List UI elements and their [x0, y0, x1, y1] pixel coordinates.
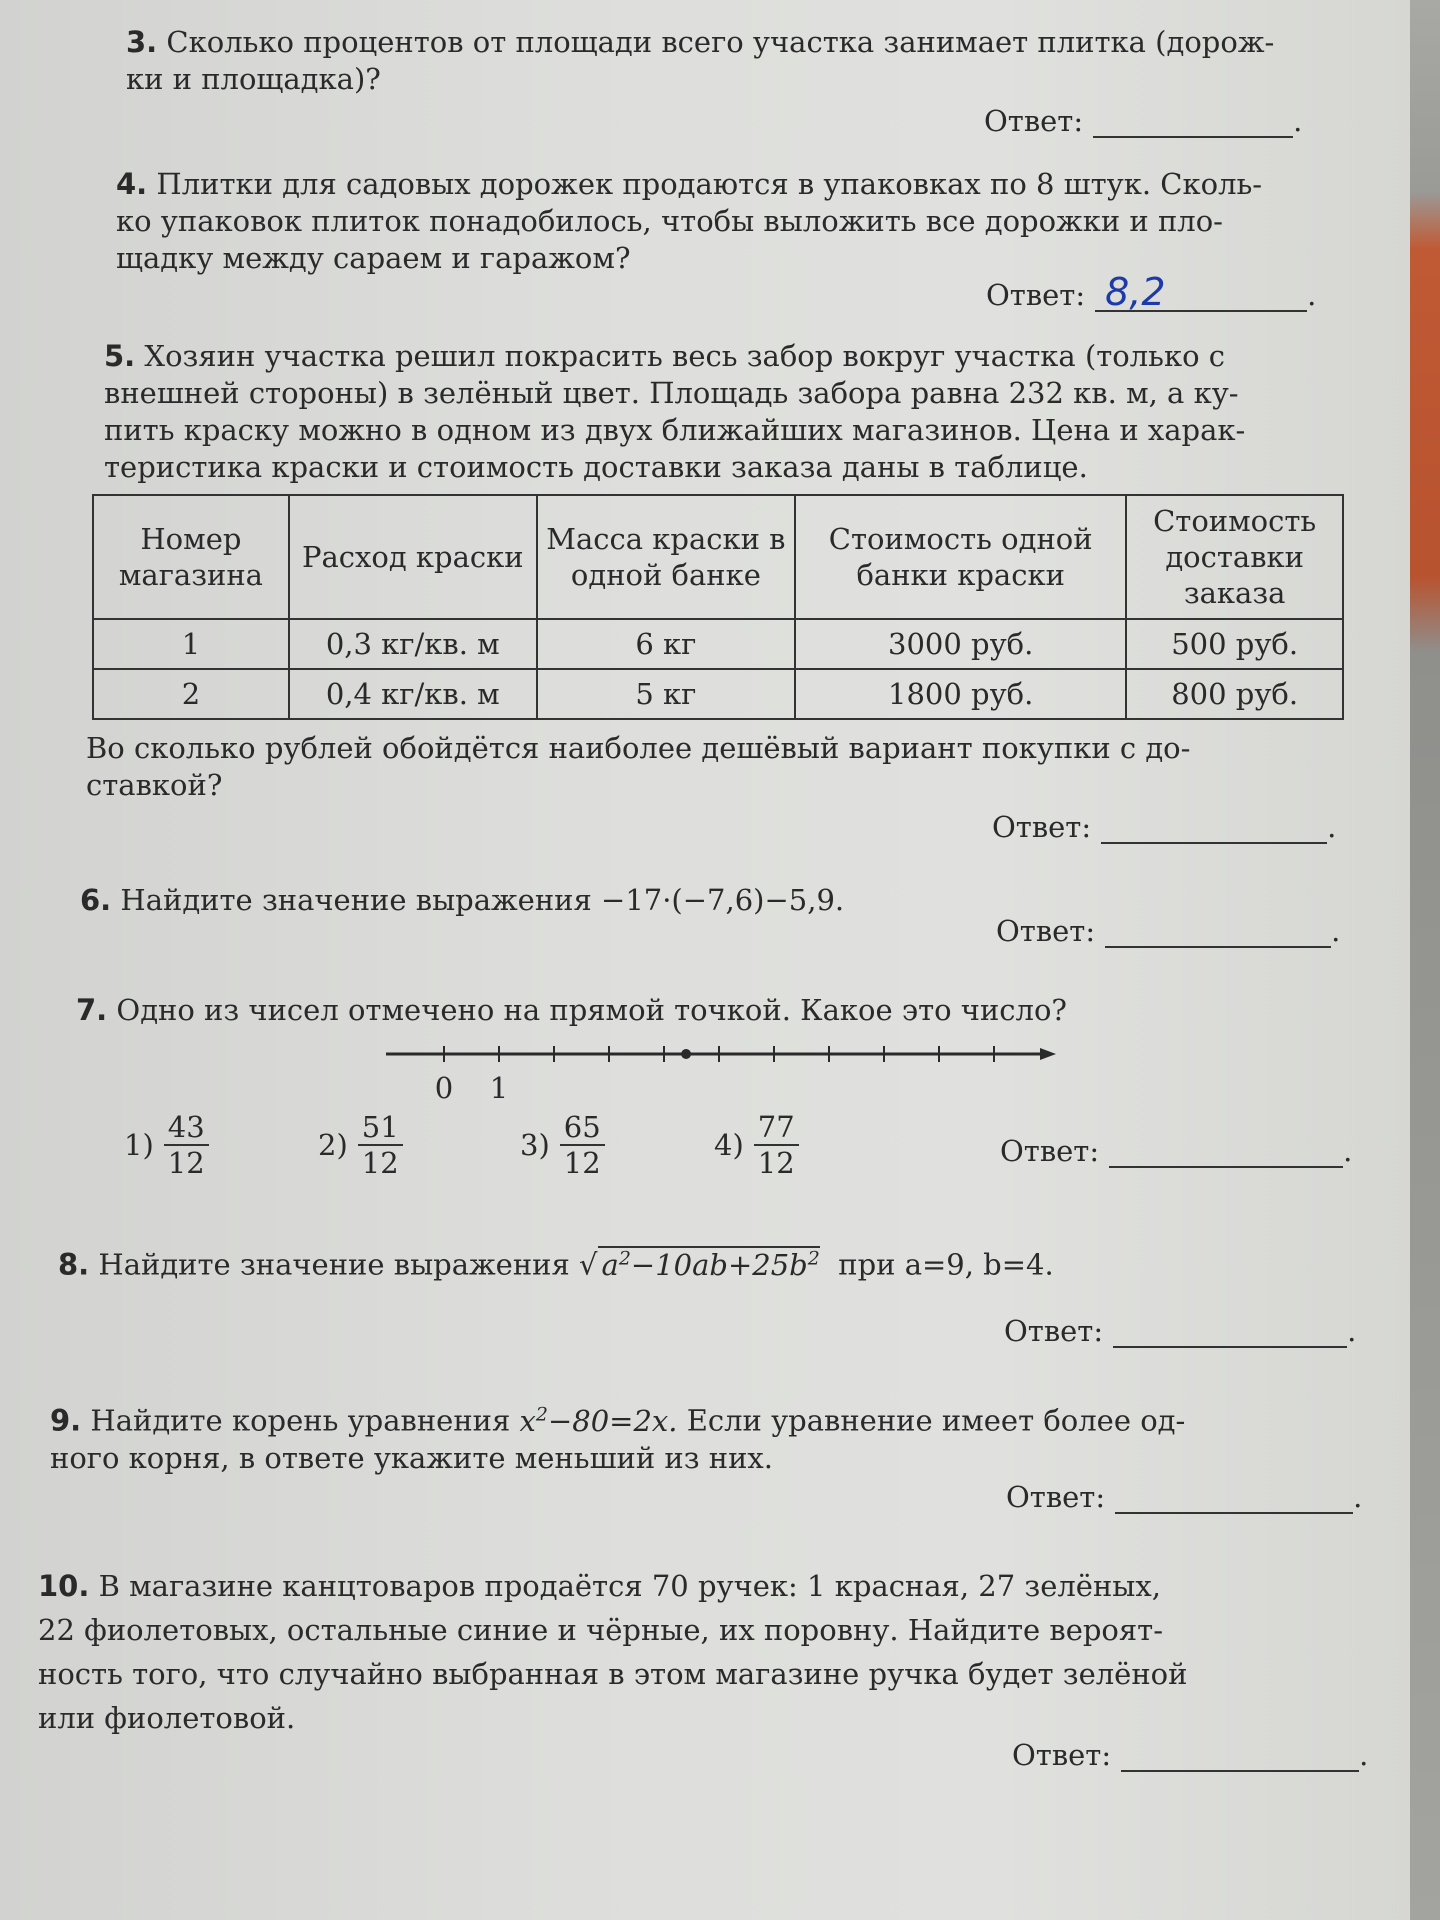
answer-field-6[interactable]: Ответ: .	[996, 914, 1341, 948]
exponent: 2	[535, 1403, 548, 1425]
table-cell: 3000 руб.	[795, 619, 1126, 669]
task-text: Найдите значение выражения	[98, 1247, 570, 1282]
eq-rest: −80=2x.	[547, 1403, 678, 1438]
table-header: Стоимость доставки заказа	[1126, 495, 1343, 619]
answer-label: Ответ:	[984, 104, 1084, 138]
task-text: ность того, что случайно выбранная в этом магазине ручка будет зелёной	[38, 1657, 1188, 1691]
task-text: Если уравнение имеет более од-	[686, 1403, 1186, 1438]
table-header: Масса краски в одной банке	[537, 495, 795, 619]
option-2	[318, 1110, 403, 1180]
numerator: 51	[358, 1110, 403, 1146]
task-text: Одно из чисел отмечено на прямой точкой. Какое это число?	[116, 993, 1067, 1027]
task-6	[80, 882, 1080, 919]
numerator: 77	[754, 1110, 799, 1146]
paint-table	[92, 494, 1344, 720]
task-number: 9.	[50, 1403, 82, 1438]
task-number: 4.	[116, 167, 148, 201]
option-fraction	[164, 1110, 209, 1180]
task-5	[104, 338, 1336, 486]
denominator: 12	[563, 1146, 601, 1180]
table-row	[93, 669, 1343, 719]
eq-x: x	[519, 1403, 536, 1438]
option-label: 1)	[124, 1128, 154, 1162]
task-text: ного корня, в ответе укажите меньший из них.	[50, 1440, 774, 1475]
sqrt-symbol: √	[579, 1247, 598, 1282]
option-fraction	[358, 1110, 403, 1180]
task-text: Найдите корень уравнения	[90, 1403, 511, 1438]
numerator: 43	[164, 1110, 209, 1146]
task-8	[58, 1240, 1358, 1284]
task-number: 7.	[76, 993, 108, 1027]
answer-line[interactable]	[1105, 916, 1331, 948]
denominator: 12	[757, 1146, 795, 1180]
equation	[520, 1404, 678, 1438]
answer-line[interactable]	[1115, 1482, 1353, 1514]
task-3	[126, 24, 1326, 98]
table-cell: 0,3 кг/кв. м	[289, 619, 537, 669]
option-3	[520, 1110, 605, 1180]
option-fraction	[754, 1110, 799, 1180]
task-text: Хозяин участка решил покрасить весь забор вокруг участка (только с	[144, 339, 1226, 373]
task-text: или фиолетовой.	[38, 1701, 296, 1735]
answer-field-10[interactable]: Ответ: .	[1012, 1738, 1369, 1772]
answer-label: Ответ:	[996, 914, 1096, 948]
task-number: 3.	[126, 25, 158, 59]
expr-a: a	[601, 1247, 619, 1282]
answer-field-5[interactable]: Ответ: .	[992, 810, 1337, 844]
task-text: щадку между сараем и гаражом?	[116, 241, 631, 275]
table-cell: 1800 руб.	[795, 669, 1126, 719]
table-header-row	[93, 495, 1343, 619]
task-9	[50, 1396, 1380, 1477]
task-4	[116, 166, 1331, 277]
table-cell: 500 руб.	[1126, 619, 1343, 669]
task-text: внешней стороны) в зелёный цвет. Площадь забора равна 232 кв. м, а ку-	[104, 376, 1239, 410]
number-line	[380, 1036, 1060, 1106]
table-cell: 2	[93, 669, 289, 719]
denominator: 12	[167, 1146, 205, 1180]
table-cell: 5 кг	[537, 669, 795, 719]
answer-line[interactable]	[1113, 1316, 1347, 1348]
option-label: 4)	[714, 1128, 744, 1162]
axis-label-zero: 0	[434, 1071, 454, 1105]
task-10	[38, 1564, 1388, 1740]
page-edge-background	[1410, 0, 1440, 1920]
answer-field-7[interactable]: Ответ: .	[1000, 1134, 1353, 1168]
table-header: Номер магазина	[93, 495, 289, 619]
answer-label: Ответ:	[1000, 1134, 1100, 1168]
answer-label: Ответ:	[986, 278, 1086, 312]
numerator: 65	[560, 1110, 605, 1146]
task-5-question	[86, 730, 1346, 804]
task-text: теристика краски и стоимость доставки заказа даны в таблице.	[104, 450, 1088, 484]
table-cell: 1	[93, 619, 289, 669]
task-number: 6.	[80, 883, 112, 917]
exponent: 2	[807, 1247, 820, 1269]
table-cell: 0,4 кг/кв. м	[289, 669, 537, 719]
answer-line[interactable]	[1109, 1136, 1343, 1168]
answer-field-4[interactable]: Ответ: 8,2 .	[986, 270, 1317, 314]
answer-line[interactable]	[1093, 106, 1293, 138]
exponent: 2	[618, 1247, 631, 1269]
answer-field-3[interactable]: Ответ: .	[984, 104, 1303, 138]
task-number: 10.	[38, 1569, 90, 1603]
task-7	[76, 992, 1276, 1029]
marked-point	[681, 1049, 691, 1059]
answer-field-8[interactable]: Ответ: .	[1004, 1314, 1357, 1348]
expression	[598, 1246, 820, 1282]
expr-mid: −10ab+25b	[630, 1247, 808, 1282]
task-number: 8.	[58, 1247, 90, 1282]
task-text: ки и площадка)?	[126, 62, 381, 96]
table-row	[93, 619, 1343, 669]
option-label: 3)	[520, 1128, 550, 1162]
answer-line[interactable]	[1121, 1740, 1359, 1772]
option-1	[124, 1110, 209, 1180]
answer-field-9[interactable]: Ответ: .	[1006, 1480, 1363, 1514]
table-header: Стоимость одной банки краски	[795, 495, 1126, 619]
task-text: ставкой?	[86, 768, 223, 802]
task-text: пить краску можно в одном из двух ближайших магазинов. Цена и харак-	[104, 413, 1246, 447]
task-text: 22 фиолетовых, остальные синие и чёрные, их поровну. Найдите вероят-	[38, 1613, 1164, 1647]
answer-line[interactable]	[1101, 812, 1327, 844]
expression-condition: при a=9, b=4.	[838, 1247, 1054, 1282]
table-header: Расход краски	[289, 495, 537, 619]
task-text: ко упаковок плиток понадобилось, чтобы выложить все дорожки и пло-	[116, 204, 1223, 238]
task-text: Найдите значение выражения −17·(−7,6)−5,9.	[120, 883, 845, 917]
table-cell: 800 руб.	[1126, 669, 1343, 719]
option-4	[714, 1110, 799, 1180]
task-text: В магазине канцтоваров продаётся 70 ручек: 1 красная, 27 зелёных,	[98, 1569, 1161, 1603]
task-text: Сколько процентов от площади всего участка занимает плитка (дорож-	[166, 25, 1275, 59]
task-number: 5.	[104, 339, 136, 373]
table-cell: 6 кг	[537, 619, 795, 669]
answer-label: Ответ:	[1006, 1480, 1106, 1514]
denominator: 12	[361, 1146, 399, 1180]
answer-label: Ответ:	[992, 810, 1092, 844]
option-label: 2)	[318, 1128, 348, 1162]
task-text: Плитки для садовых дорожек продаются в упаковках по 8 штук. Сколь-	[156, 167, 1263, 201]
answer-label: Ответ:	[1004, 1314, 1104, 1348]
number-line-arrow	[1040, 1048, 1056, 1060]
task-text: Во сколько рублей обойдётся наиболее дешёвый вариант покупки с до-	[86, 731, 1191, 765]
handwritten-answer: 8,2	[1105, 270, 1166, 314]
axis-label-one: 1	[489, 1071, 509, 1105]
option-fraction	[560, 1110, 605, 1180]
answer-label: Ответ:	[1012, 1738, 1112, 1772]
